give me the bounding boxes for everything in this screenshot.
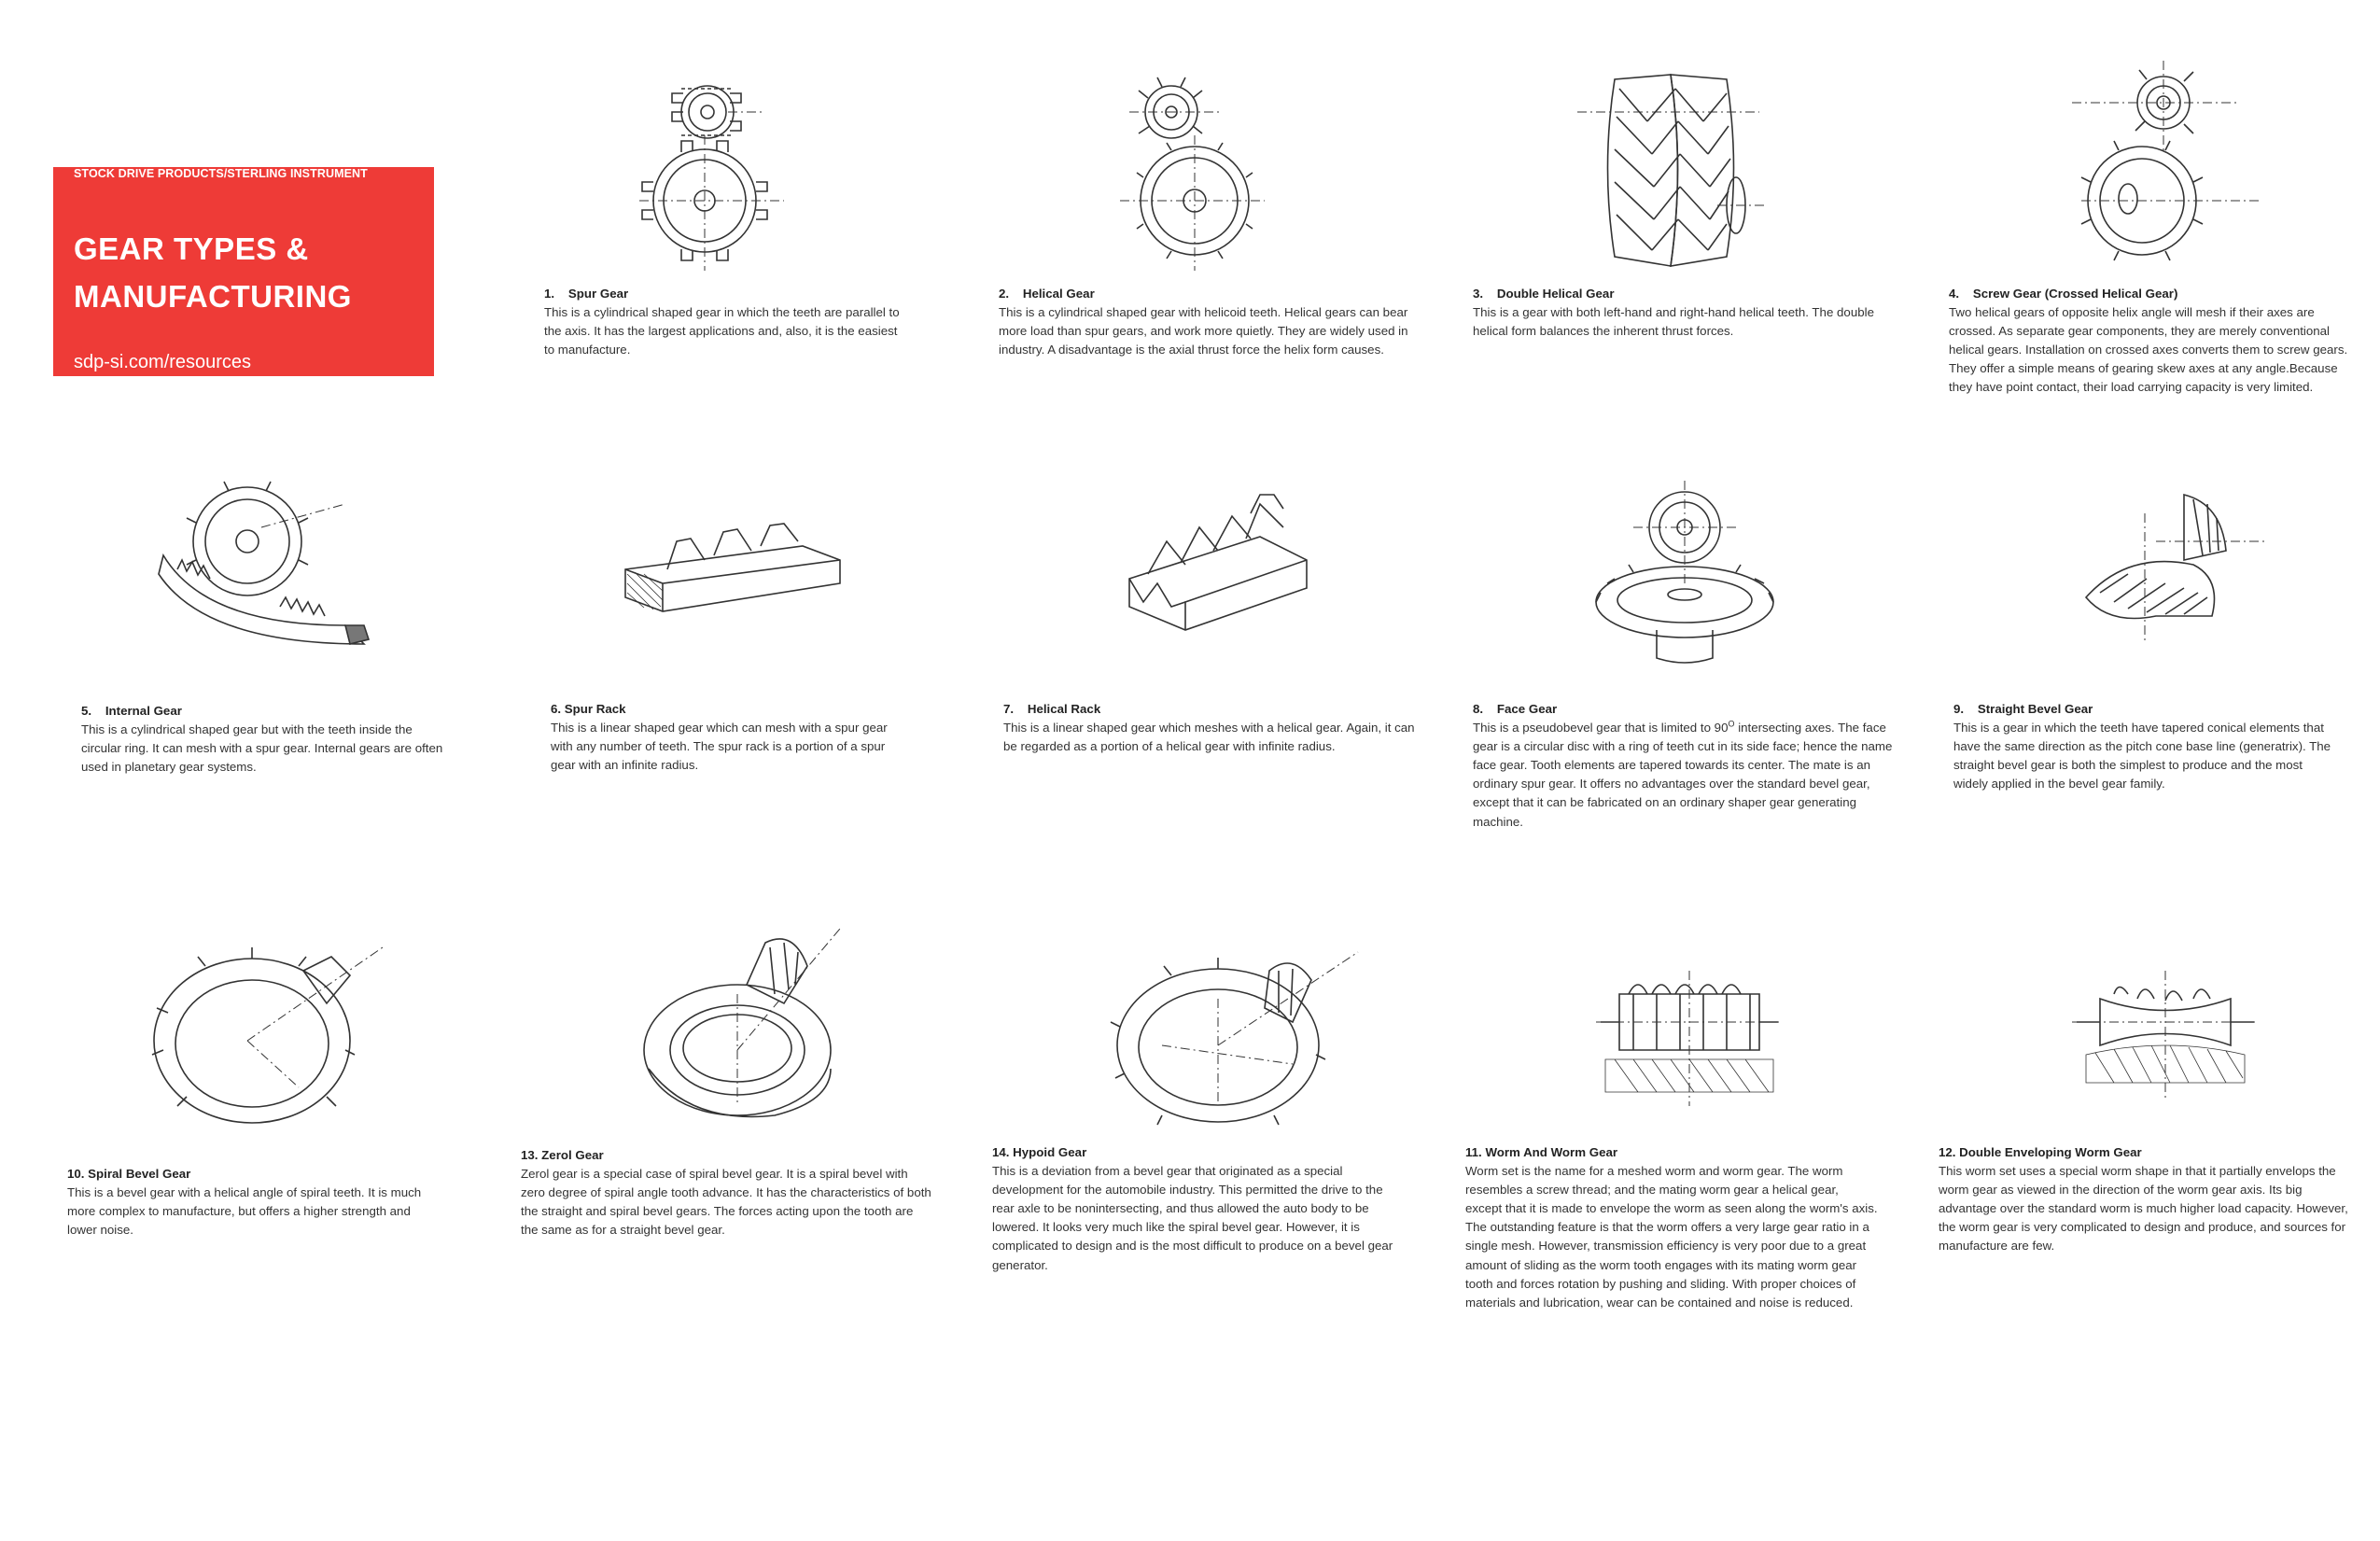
- face-gear-description: This is a pseudobevel gear that is limited to $90^O$ intersecting axes. The face gear is a circular disc with a ring of teeth cut in its side face; hence the name face gear. Tooth elements are tapered towards its center. The mate is an ordinary spur gear. It offers no advantages over the standard bevel gear, except that it can be fabricated on an ordinary shaper gear generating machine.: [1473, 719, 1893, 829]
- spur-gear-entry: [544, 285, 900, 359]
- screw-gear-entry: [1949, 285, 2347, 398]
- straight-bevel-gear-entry: [1953, 700, 2331, 793]
- zerol-gear-entry: [521, 1146, 931, 1240]
- face-gear-heading: 8. Face Gear: [1473, 702, 1558, 716]
- double-helical-gear-illustration: [1577, 65, 1764, 280]
- helical-rack-illustration: [1120, 490, 1316, 653]
- double-enveloping-worm-gear-illustration: [2072, 971, 2259, 1101]
- double-enveloping-worm-gear-entry: [1939, 1143, 2348, 1256]
- resources-link[interactable]: sdp-si.com/resources: [74, 352, 252, 372]
- double-helical-gear-description: This is a gear with both left-hand and right-hand helical teeth. The double helical form balances the inherent thrust forces.: [1473, 305, 1874, 339]
- double-enveloping-worm-gear-heading: 12. Double Enveloping Worm Gear: [1939, 1145, 2142, 1159]
- screw-gear-heading: 4. Screw Gear (Crossed Helical Gear): [1949, 287, 2178, 301]
- spiral-bevel-gear-description: This is a bevel gear with a helical angle of spiral teeth. It is much more complex to manufacture, but offers a higher strength and lower noise.: [67, 1185, 422, 1238]
- spur-rack-heading: 6. Spur Rack: [551, 702, 626, 716]
- screw-gear-description: Two helical gears of opposite helix angle will mesh if their axes are crossed. As separate gear components, they are merely conventional helical gears. Installation on crossed axes converts them to screw gears. They offer a simple means of gearing skew axes at any angle.Because they have point contact, their load carrying capacity is very limited.: [1949, 305, 2348, 395]
- straight-bevel-gear-illustration: [2072, 485, 2277, 658]
- helical-gear-heading: 2. Helical Gear: [999, 287, 1095, 301]
- double-helical-gear-heading: 3. Double Helical Gear: [1473, 287, 1615, 301]
- hypoid-gear-illustration: [1106, 943, 1367, 1134]
- spiral-bevel-gear-entry: [67, 1165, 421, 1240]
- spur-gear-description: This is a cylindrical shaped gear in which the teeth are parallel to the axis. It has the largest applications and, also, it is the easiest to manufacture.: [544, 305, 900, 357]
- internal-gear-entry: [81, 702, 442, 777]
- worm-gear-illustration: [1596, 971, 1783, 1106]
- internal-gear-illustration: [159, 467, 373, 653]
- hypoid-gear-entry: [992, 1143, 1393, 1275]
- hypoid-gear-description: This is a deviation from a bevel gear that originated as a special development for the automobile industry. This permitted the drive to the rear axle to be nonintersecting, and thus allowed the auto body to be lowered. It looks very much like the spiral bevel gear. However, it is complicated to design and is the most difficult to produce on a bevel gear generator.: [992, 1164, 1393, 1272]
- worm-gear-description: Worm set is the name for a meshed worm and worm gear. The worm resembles a screw thread; and the mating worm gear a helical gear, except that it is made to envelope the worm as seen along the worm's axis. The outstanding feature is that the worm offers a very large gear ratio in a single mesh. However, transmission efficiency is very poor due to a great amount of sliding as the worm tooth engages with its mating worm gear tooth and forces rotation by pushing and sliding. With proper choices of materials and lubrication, wear can be contained and noise is reduced.: [1465, 1164, 1878, 1310]
- spur-gear-illustration: [625, 70, 793, 275]
- zerol-gear-illustration: [635, 919, 849, 1129]
- spiral-bevel-gear-illustration: [149, 938, 383, 1134]
- spur-rack-illustration: [616, 518, 849, 630]
- internal-gear-description: This is a cylindrical shaped gear but with the teeth inside the circular ring. It can mesh with a spur gear. Internal gears are often used in planetary gear systems.: [81, 722, 443, 775]
- helical-rack-description: This is a linear shaped gear which meshes with a helical gear. Again, it can be regarded as a portion of a helical gear with infinite radius.: [1003, 721, 1415, 754]
- title-line-2: MANUFACTURING: [74, 279, 352, 314]
- helical-gear-description: This is a cylindrical shaped gear with helicoid teeth. Helical gears can bear more load than spur gears, and work more quietly. They are widely used in industry. A disadvantage is the axial thrust force the helix form causes.: [999, 305, 1408, 357]
- screw-gear-illustration: [2053, 61, 2259, 280]
- degree-superscript: O: [1728, 719, 1735, 729]
- spiral-bevel-gear-heading: 10. Spiral Bevel Gear: [67, 1167, 191, 1181]
- page-title: [74, 225, 352, 320]
- spur-gear-heading: 1. Spur Gear: [544, 287, 629, 301]
- helical-rack-heading: 7. Helical Rack: [1003, 702, 1101, 716]
- hypoid-gear-heading: 14. Hypoid Gear: [992, 1145, 1087, 1159]
- spur-rack-entry: [551, 700, 888, 775]
- worm-gear-heading: 11. Worm And Worm Gear: [1465, 1145, 1618, 1159]
- spur-rack-description: This is a linear shaped gear which can mesh with a spur gear with any number of teeth. The spur rack is a portion of a spur gear with an infinite radius.: [551, 721, 888, 773]
- internal-gear-heading: 5. Internal Gear: [81, 704, 182, 718]
- title-line-1: GEAR TYPES &: [74, 231, 309, 266]
- double-enveloping-worm-gear-description: This worm set uses a special worm shape in that it partially envelops the worm gear as viewed in the direction of the worm gear axis. Its big advantage over the standard worm is much higher load capacity. However, the worm gear is very complicated to design and produce, and sources for manufacture are few.: [1939, 1164, 2348, 1254]
- worm-gear-entry: [1465, 1143, 1878, 1312]
- title-banner: [53, 167, 434, 376]
- helical-rack-entry: [1003, 700, 1415, 756]
- zerol-gear-description: Zerol gear is a special case of spiral bevel gear. It is a spiral bevel with zero degree of spiral angle tooth advance. It has the characteristics of both the straight and spiral bevel gears. The forces acting upon the tooth are the same as for a straight bevel gear.: [521, 1167, 931, 1238]
- helical-gear-illustration: [1101, 70, 1269, 275]
- company-name: STOCK DRIVE PRODUCTS/STERLING INSTRUMENT: [74, 167, 368, 180]
- face-gear-entry: [1473, 700, 1892, 832]
- double-helical-gear-entry: [1473, 285, 1874, 341]
- face-gear-illustration: [1587, 471, 1773, 672]
- helical-gear-entry: [999, 285, 1408, 359]
- straight-bevel-gear-heading: 9. Straight Bevel Gear: [1953, 702, 2093, 716]
- zerol-gear-heading: 13. Zerol Gear: [521, 1148, 604, 1162]
- straight-bevel-gear-description: This is a gear in which the teeth have tapered conical elements that have the same direction as the pitch cone base line (generatrix). The straight bevel gear is both the simplest to produce and the most widely applied in the bevel gear family.: [1953, 721, 2331, 792]
